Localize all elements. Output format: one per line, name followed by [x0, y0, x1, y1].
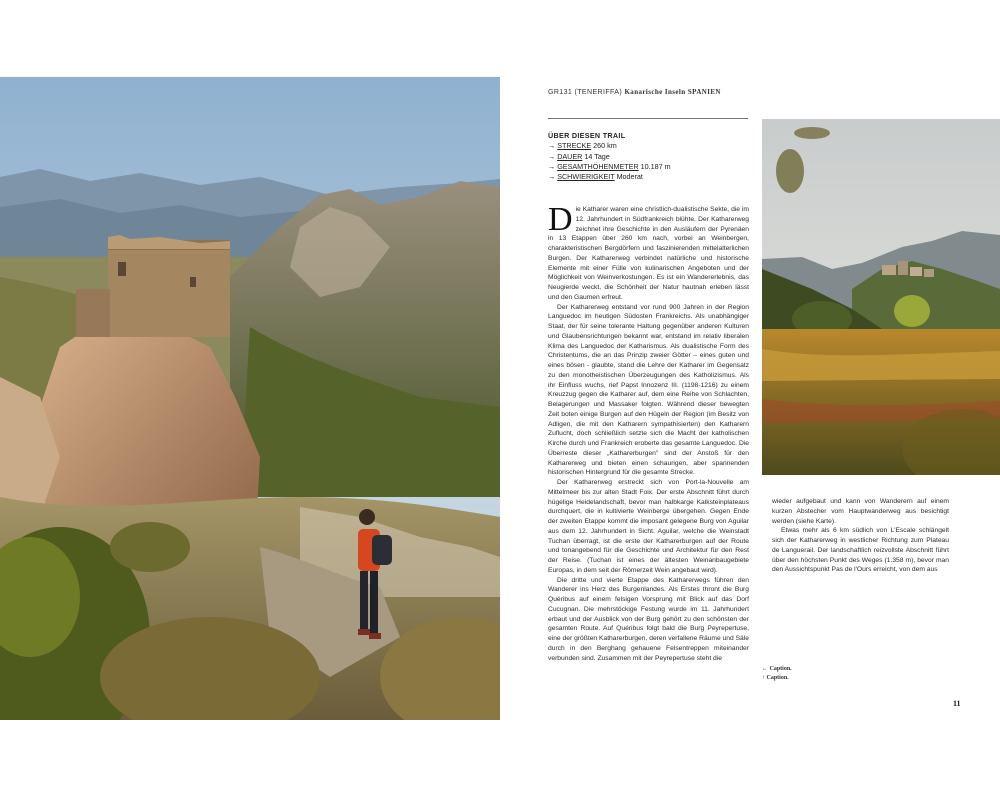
caption-text: Caption. — [766, 674, 789, 681]
caption-text: Caption. — [769, 666, 792, 672]
article-paragraph: Etwas mehr als 6 km südlich von L'Escale schlängelt sich der Katharerweg in westlicher Richtung zum Plateau de Languerail. Der landschaftlich reizvollste Abschnitt führt über den höchsten Punkt des Weges (1.358 m), bevor man den Aussichtspunkt Pas de l'Ours erreicht, von dem aus — [772, 527, 949, 574]
article-paragraph: Der Katharerweg entstand vor rund 900 Jahren in der Region Languedoc im heutigen Südosten Frankreichs. Als unabhängiger Staat, der für seine tolerante Haltung gegenüber anderen Kulturen und Glaubensrichtungen bekannt war, entstand im relativ liberalen Klima des Languedoc der Katharismus. Als dualistische Form des Christentums, die an das Prinzip zweier Götter – eines guten und eines bösen - glaubte, stand die Lehre der Katharer im Gegensatz zu den monotheistischen Überzeugungen des Katholizismus. Als ihr Einfluss wuchs, rief Papst Innozenz III. (1198-1216) zu einem Kreuzzug gegen die Katharer auf, dem eine Reihe von Schlachten, Belagerungen und Massaker folgten. Während dieser bewegten Zeit boten einige Burgen auf den Hügeln der Region (im Besitz von Adligen, die mit den Katharern sympathisierten) den Katharern Zuflucht, doch schließlich setzte sich die Macht der katholischen Kirche durch und Frankreich eroberte das gesamte Languedoc. Die Überreste dieser „Katharerburgen" sind der Anstoß für den Katharerweg und bieten einen schaurigen, aber spannenden historischen Hintergrund für die gesamte Strecke. — [548, 303, 749, 477]
caption-up — [762, 674, 792, 683]
fact-label: GESAMTHÖHENMETER — [557, 161, 639, 171]
photo-castle-hiker — [0, 77, 500, 720]
fact-value: Moderat — [616, 172, 643, 182]
article-paragraph: Der Katharerweg erstreckt sich von Port-la-Nouvelle am Mittelmeer bis zur alten Stadt Foix. Der erste Abschnitt führt durch hügelige Heidelandschaft, bevor man halbkarge Kalksteinplateaus durchquert, die in kultivierte Weinberge übergehen. Gegen Ende der zweiten Etappe kommt die imposant gelegene Burg von Aguilar aus dem 12. Jahrhundert in Sicht. Aguilar, welche die Weinstadt Tuchan überragt, ist die erste der Katharerburgen auf der Route und tonangebend für die Geschichte und Architektur für den Rest der Reise. (Tuchan ist eines der ältesten Weinanbaugebiete Europas, in dem seit der Römerzeit Wein angebaut wird). — [548, 479, 749, 574]
article-column-1 — [548, 201, 749, 663]
header-rule — [548, 118, 748, 119]
article-column-2 — [772, 497, 949, 575]
fact-duration — [548, 152, 748, 162]
fact-label: DAUER — [557, 151, 583, 161]
article-paragraph: Die dritte und vierte Etappe des Katharerwegs führen den Wanderer ins Herz des Burgenlandes. Als Erstes thront die Burg Quéribus auf einem felsigen Vorsprung mit Blick auf das Dorf Cucugnan. Die mehrstöckige Festung wurde im 11. Jahrhundert erbaut und der Ausblick von der Burg gehört zu den schönsten der gesamten Route. Auf Quéribus folgt bald die Burg Peyrepertuse, eine der größten Katharerburgen, deren verfallene Räume und Säle durch in den Berghang gehauene Felsentreppen miteinander verbunden sind. Zusammen mit der Peyrepertuse steht die — [548, 576, 749, 662]
article-paragraph: Die Katharer waren eine christlich-dualistische Sekte, die im 12. Jahrhundert in Südfrankreich blühte. Der Katharerweg zeichnet ihre Geschichte in den Ausläufern der Pyrenäen in 13 Etappen über 260 km nach, vorbei an Weinbergen, charakteristischen Bergdörfern und faszinierenden mittelalterlichen Burgen. Der Katharerweg verbindet natürliche und historische Elemente mit einer Fülle von kulinarischen Angeboten und der Möglichkeit von Weinverkostungen. Es ist ein Wandererlebnis, das Neugierde weckt, die Schönheit der Natur hautnah erleben lässt und den Gaumen erfreut. — [548, 201, 749, 301]
fact-label: STRECKE — [557, 141, 592, 151]
caption-left — [762, 665, 792, 674]
fact-distance — [548, 141, 748, 151]
trail-country: SPANIEN — [687, 88, 721, 96]
trail-location: Kanarische Inseln — [624, 88, 686, 96]
drop-cap: D — [548, 201, 573, 238]
trail-facts — [548, 131, 748, 182]
fact-value: 14 Tage — [584, 151, 610, 161]
article-paragraph: wieder aufgebaut und kann von Wanderern auf einem kurzen Abstecher vom Hauptwanderweg aus besichtigt werden (siehe Karte). — [772, 498, 949, 525]
fact-elevation — [548, 162, 748, 172]
arrow-right-icon: → — [548, 141, 556, 151]
fact-value: 10.187 m — [640, 161, 671, 171]
photo-vineyard-village — [762, 119, 1000, 475]
arrow-up-icon: ↑ — [762, 674, 765, 681]
facts-heading: ÜBER DIESEN TRAIL — [548, 131, 626, 140]
fact-label: SCHWIERIGKEIT — [557, 172, 615, 182]
arrow-right-icon: → — [548, 151, 556, 161]
arrow-right-icon: → — [548, 161, 556, 171]
page-number: 11 — [953, 699, 961, 708]
fact-difficulty — [548, 172, 748, 182]
photo-captions — [762, 665, 792, 682]
arrow-left-icon: ← — [762, 666, 768, 672]
trail-code: GR131 (TENERIFFA) — [548, 89, 623, 96]
arrow-right-icon: → — [548, 172, 556, 182]
fact-value: 260 km — [593, 141, 617, 151]
running-head — [548, 88, 721, 96]
